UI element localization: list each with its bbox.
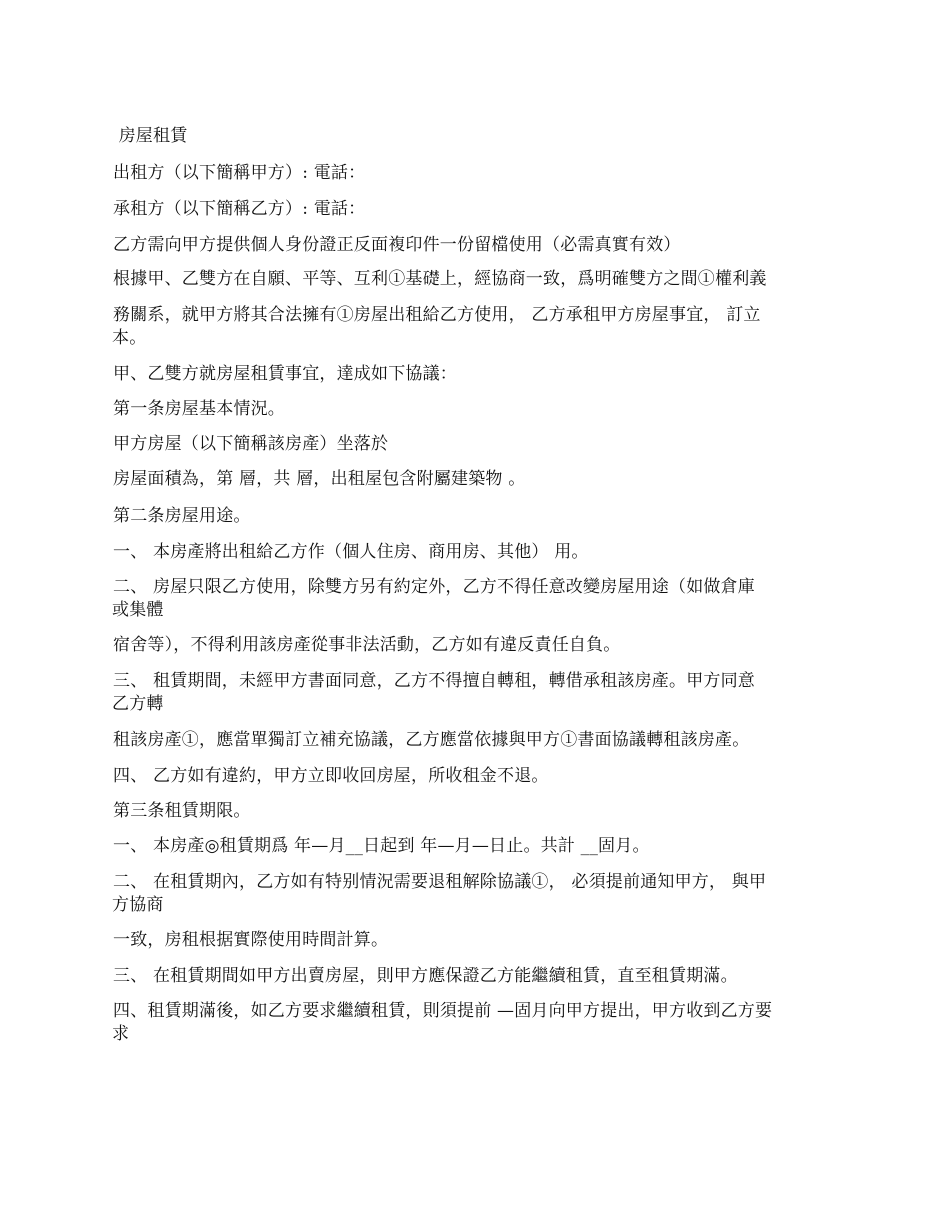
doc-line: 四、租賃期滿後，如乙方要求繼續租賃，則須提前 —固月向甲方提出，甲方收到乙方要 xyxy=(113,1001,773,1021)
doc-title: 房屋租賃 xyxy=(113,126,188,146)
doc-line: 根據甲、乙雙方在自願、平等、互利①基礎上，經協商一致，爲明確雙方之間①權利義 xyxy=(113,269,767,289)
doc-line: 乙方轉 xyxy=(112,694,164,714)
doc-line: 房屋面積為，第 層，共 層，出租屋包含附屬建築物 。 xyxy=(113,469,526,489)
doc-line: 一、 本房產將出租給乙方作（個人住房、商用房、其他） 用。 xyxy=(113,542,589,562)
doc-line: 三、 租賃期間，未經甲方書面同意，乙方不得擅自轉租，轉借承租該房產。甲方同意 xyxy=(113,671,756,691)
doc-line: 第三条租賃期限。 xyxy=(113,801,251,821)
doc-line: 一致，房租根据實際使用時間計算。 xyxy=(113,930,389,950)
doc-line: 第二条房屋用途。 xyxy=(113,506,251,526)
doc-line: 三、 在租賃期間如甲方出賣房屋，則甲方應保證乙方能繼續租賃，直至租賃期滿。 xyxy=(113,966,738,986)
doc-line: 租該房產①，應當單獨訂立補充協議，乙方應當依據與甲方①書面協議轉租該房產。 xyxy=(113,730,750,750)
doc-line: 二、 在租賃期內，乙方如有特别情況需要退租解除協議①， 必須提前通知甲方， 與甲 xyxy=(113,872,767,892)
doc-line: 本。 xyxy=(112,328,147,348)
doc-line: 甲、乙雙方就房屋租賃事宜，達成如下協議： xyxy=(113,364,457,384)
doc-line: 出租方（以下簡稱甲方）: 電話： xyxy=(113,163,366,183)
doc-line: 求 xyxy=(112,1024,130,1044)
doc-line: 宿舍等），不得利用該房產從事非法活動，乙方如有違反責任自負。 xyxy=(113,635,621,655)
doc-line: 二、 房屋只限乙方使用，除雙方另有約定外，乙方不得任意改變房屋用途（如做倉庫 xyxy=(113,577,756,597)
doc-line: 乙方需向甲方提供個人身份證正反面複印件一份留檔使用（必需真實有效） xyxy=(113,235,681,255)
doc-line: 務關系，就甲方將其合法擁有①房屋出租給乙方使用， 乙方承租甲方房屋事宜， 訂立 xyxy=(113,305,761,325)
doc-line: 或集體 xyxy=(112,600,164,620)
doc-line: 甲方房屋（以下簡稱該房產）坐落於 xyxy=(113,434,389,454)
doc-line: 方協商 xyxy=(112,895,164,915)
doc-line: 一、 本房產◎租賃期爲 年—月__日起到 年—月—日止。共計 __固月。 xyxy=(113,836,650,856)
doc-line: 承租方（以下簡稱乙方）: 電話： xyxy=(113,199,366,219)
doc-line: 四、 乙方如有違約，甲方立即收回房屋，所收租金不退。 xyxy=(113,766,549,786)
doc-line: 第一条房屋基本情況。 xyxy=(113,399,285,419)
